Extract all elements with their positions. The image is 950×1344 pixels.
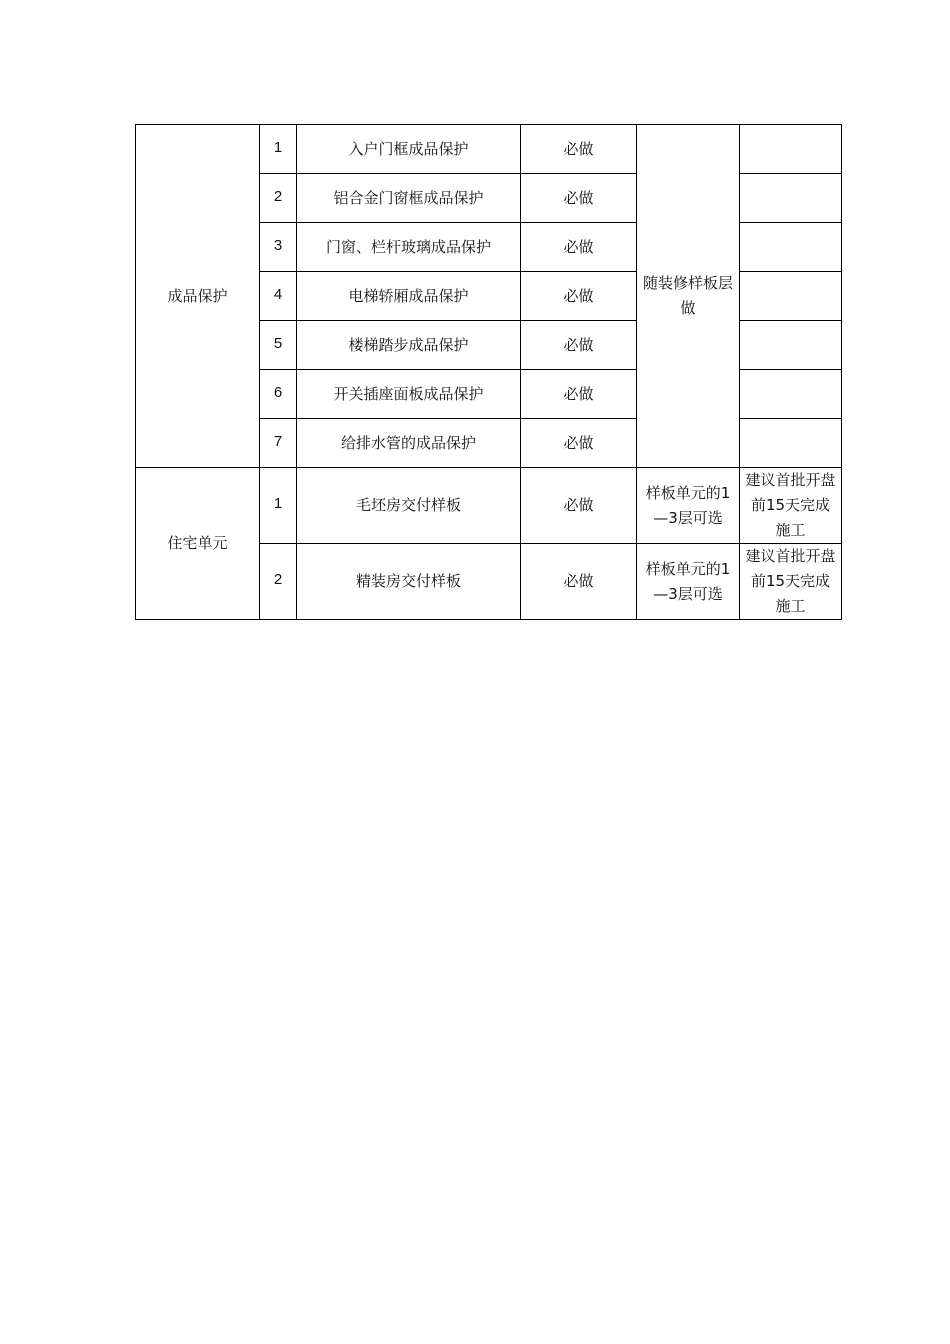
table-row	[136, 125, 842, 174]
row-number: 4	[260, 272, 297, 321]
remark-cell: 建议首批开盘前15天完成施工	[740, 544, 842, 620]
remark-cell	[740, 125, 842, 174]
remark-cell	[740, 174, 842, 223]
group-name-cell: 住宅单元	[136, 468, 260, 620]
row-number: 2	[260, 174, 297, 223]
remark-cell: 建议首批开盘前15天完成施工	[740, 468, 842, 544]
note-cell: 样板单元的1—3层可选	[637, 544, 740, 620]
note-cell: 样板单元的1—3层可选	[637, 468, 740, 544]
row-number: 1	[260, 125, 297, 174]
item-cell: 毛坯房交付样板	[297, 468, 521, 544]
remark-cell	[740, 272, 842, 321]
item-cell: 精装房交付样板	[297, 544, 521, 620]
item-cell: 楼梯踏步成品保护	[297, 321, 521, 370]
requirement-cell: 必做	[521, 544, 637, 620]
remark-cell	[740, 223, 842, 272]
row-number: 5	[260, 321, 297, 370]
requirement-cell: 必做	[521, 321, 637, 370]
requirement-cell: 必做	[521, 370, 637, 419]
item-cell: 开关插座面板成品保护	[297, 370, 521, 419]
row-number: 1	[260, 468, 297, 544]
remark-cell	[740, 321, 842, 370]
remark-cell	[740, 419, 842, 468]
requirement-cell: 必做	[521, 223, 637, 272]
row-number: 6	[260, 370, 297, 419]
requirement-cell: 必做	[521, 419, 637, 468]
requirement-cell: 必做	[521, 468, 637, 544]
requirement-cell: 必做	[521, 174, 637, 223]
item-cell: 铝合金门窗框成品保护	[297, 174, 521, 223]
item-cell: 入户门框成品保护	[297, 125, 521, 174]
item-cell: 给排水管的成品保护	[297, 419, 521, 468]
group-name-cell: 成品保护	[136, 125, 260, 468]
item-cell: 电梯轿厢成品保护	[297, 272, 521, 321]
item-cell: 门窗、栏杆玻璃成品保护	[297, 223, 521, 272]
row-number: 3	[260, 223, 297, 272]
note-cell: 随装修样板层做	[637, 125, 740, 468]
requirement-cell: 必做	[521, 125, 637, 174]
row-number: 7	[260, 419, 297, 468]
remark-cell	[740, 370, 842, 419]
requirements-table	[135, 124, 842, 620]
table-row	[136, 468, 842, 544]
requirement-cell: 必做	[521, 272, 637, 321]
row-number: 2	[260, 544, 297, 620]
